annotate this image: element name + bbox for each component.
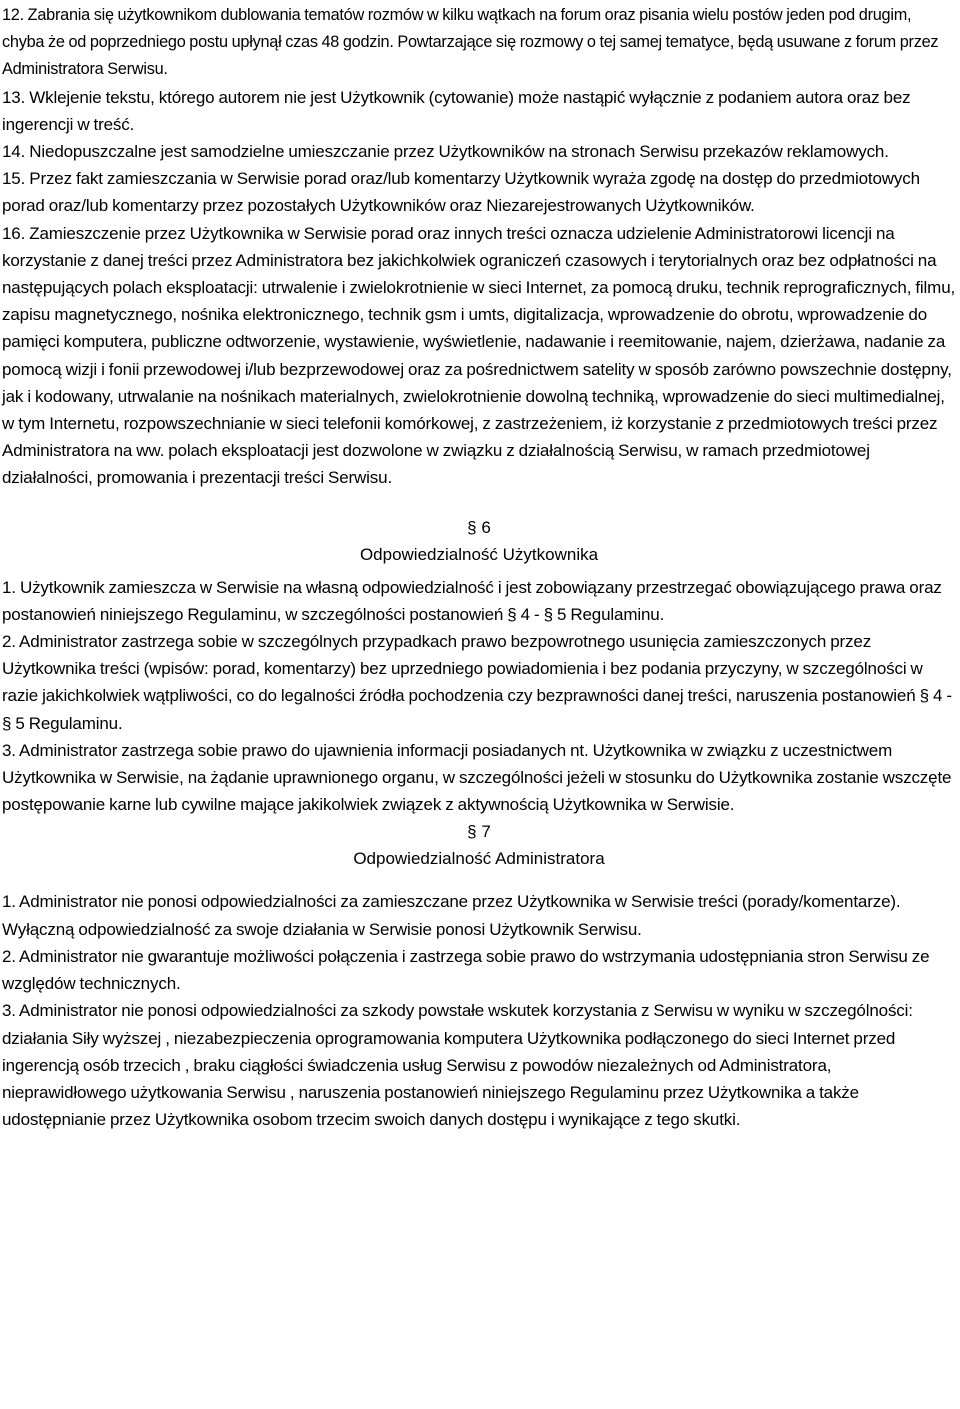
paragraph-14: 14. Niedopuszczalne jest samodzielne umieszczanie przez Użytkowników na stronach Serwisu przekazów reklamowych.	[2, 142, 889, 162]
section-7-paragraph-3: 3. Administrator nie ponosi odpowiedzialności za szkody powstałe wskutek korzystania z Serwisu w wyniku w szczególności: działania Siły wyższej , niezabezpieczenia oprogramowania komputera Użytkownika podłączonego do sieci Internet przed ingerencją osób trzecich , braku ciągłości świadczenia usług Serwisu z powodów niezależnych od Administratora, nieprawidłowego użytkowania Serwisu , naruszenia postanowień niniejszego Regulaminu przez Użytkownika a także udostępnianie przez Użytkownika osobom trzecim swoich danych dostępu i wynikające z tego skutki.	[2, 1001, 913, 1130]
paragraph-16: 16. Zamieszczenie przez Użytkownika w Serwisie porad oraz innych treści oznacza udzielenie Administratorowi licencji na korzystanie z danej treści przez Administratora bez jakichkolwiek ograniczeń czasowych i terytorialnych oraz bez odpłatności na następujących polach eksploatacji: utrwalenie i zwielokrotnienie w sieci Internet, za pomocą druku, technik reprograficznych, filmu, zapisu magnetycznego, nośnika elektronicznego, technik gsm i umts, digitalizacja, wprowadzenie do obrotu, wprowadzenie do pamięci komputera, publiczne odtworzenie, wystawienie, wyświetlenie, nadawanie i reemitowanie, najem, dzierżawa, nadanie za pomocą wizji i fonii przewodowej i/lub bezprzewodowej oraz za pośrednictwem satelity w sposób zarówno powszechnie dostępny, jak i kodowany, utrwalanie na nośnikach materialnych, zwielokrotnienie dowolną techniką, wprowadzenie do sieci multimedialnej, w tym Internetu, rozpowszechnianie w sieci telefonii komórkowej, z zastrzeżeniem, iż korzystanie z przedmiotowych treści przez Administratora na ww. polach eksploatacji jest dozwolone w związku z działalnością Serwisu, w ramach przedmiotowej działalności, promowania i prezentacji treści Serwisu.	[2, 223, 956, 488]
section-6-title: Odpowiedzialność Użytkownika	[359, 544, 599, 564]
spacer	[2, 872, 956, 888]
document-page	[2, 2, 956, 1133]
section-7-paragraph-1: 1. Administrator nie ponosi odpowiedzialności za zamieszczane przez Użytkownika w Serwisie treści (porady/komentarze). Wyłączną odpowiedzialność za swoje działania w Serwisie ponosi Użytkownik Serwisu.	[2, 892, 901, 939]
paragraph-13: 13. Wklejenie tekstu, którego autorem nie jest Użytkownik (cytowanie) może nastąpić wyłącznie z podaniem autora oraz bez ingerencji w treść.	[2, 87, 911, 134]
paragraph-15: 15. Przez fakt zamieszczania w Serwisie porad oraz/lub komentarzy Użytkownik wyraża zgodę na dostęp do przedmiotowych porad oraz/lub komentarzy przez pozostałych Użytkowników oraz Niezarejestrowanych Użytkowników.	[2, 169, 920, 216]
section-6-heading	[2, 514, 956, 568]
paragraph-12: 12. Zabrania się użytkownikom dublowania tematów rozmów w kilku wątkach na forum oraz pisania wielu postów jeden pod drugim, chyba że od poprzedniego postu upłynął czas 48 godzin. Powtarzające się rozmowy o tej samej tematyce, będą usuwane z forum przez Administratora Serwisu.	[2, 6, 939, 79]
section-6-number: § 6	[467, 517, 491, 537]
section-7-number: § 7	[467, 822, 491, 842]
section-6-paragraph-2: 2. Administrator zastrzega sobie w szczególnych przypadkach prawo bezpowrotnego usunięcia zamieszczonych przez Użytkownika treści (wpisów: porad, komentarzy) bez uprzedniego powiadomienia i bez podania przyczyny, w szczególności w razie jakichkolwiek wątpliwości, co do legalności źródła pochodzenia czy bezprawności danej treści, naruszenia postanowień § 4 - § 5 Regulaminu.	[2, 632, 952, 733]
section-6-paragraph-1: 1. Użytkownik zamieszcza w Serwisie na własną odpowiedzialność i jest zobowiązany przestrzegać obowiązującego prawa oraz postanowień niniejszego Regulaminu, w szczególności postanowień § 4 - § 5 Regulaminu.	[2, 577, 942, 624]
section-6-paragraph-3: 3. Administrator zastrzega sobie prawo do ujawnienia informacji posiadanych nt. Użytkownika w związku z uczestnictwem Użytkownika w Serwisie, na żądanie uprawnionego organu, w szczególności jeżeli w stosunku do Użytkownika zostanie wszczęte postępowanie karne lub cywilne mające jakikolwiek związek z aktywnością Użytkownika w Serwisie.	[2, 740, 952, 815]
section-7-paragraph-2: 2. Administrator nie gwarantuje możliwości połączenia i zastrzega sobie prawo do wstrzymania udostępniania stron Serwisu ze względów technicznych.	[2, 946, 930, 994]
section-7-heading	[2, 818, 956, 872]
spacer	[2, 492, 956, 514]
section-7-title: Odpowiedzialność Administratora	[353, 849, 605, 869]
